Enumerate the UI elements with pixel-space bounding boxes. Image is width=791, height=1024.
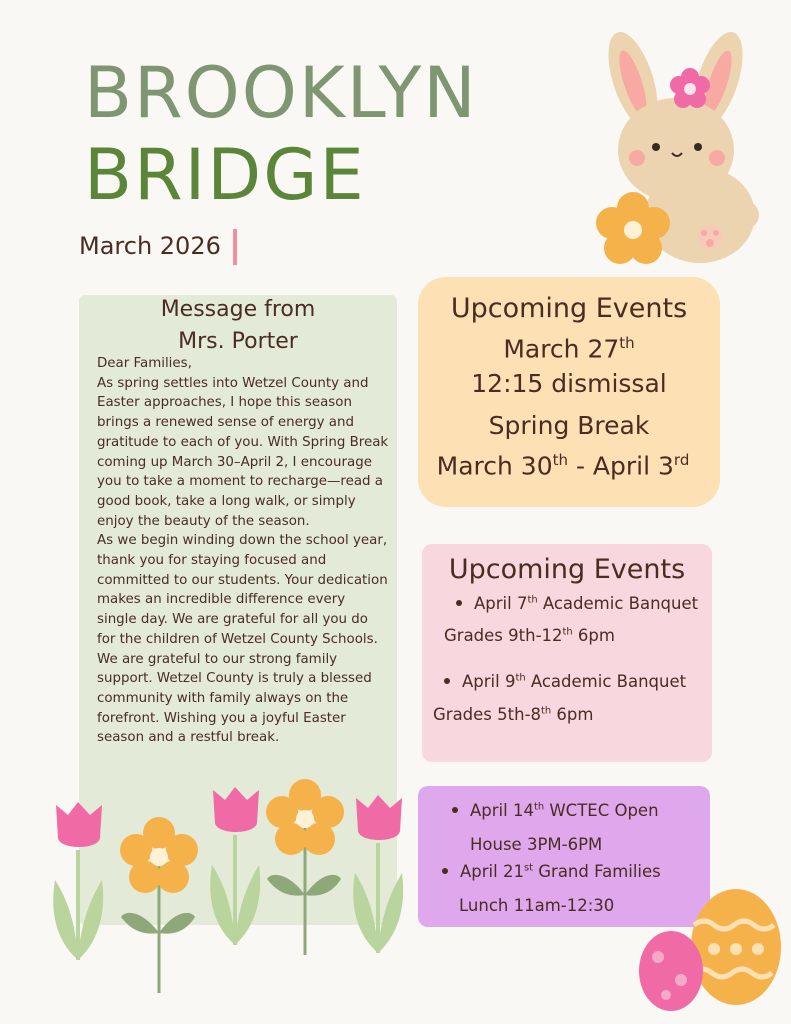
- flower-icon: [117, 815, 201, 995]
- tulip-icon: [205, 785, 265, 950]
- events-title: Upcoming Events: [448, 554, 686, 585]
- flower-icon: [263, 777, 347, 957]
- list-item: April 7th Academic Banquet: [456, 594, 698, 613]
- events-panel-spring-break: [424, 283, 714, 501]
- issue-date: March 2026: [79, 232, 221, 260]
- message-title: Message from Mrs. Porter: [160, 297, 316, 354]
- newsletter-title-line2: BRIDGE: [84, 134, 366, 216]
- list-item-detail: House 3PM-6PM: [470, 835, 603, 854]
- list-item-detail: Lunch 11am-12:30: [459, 896, 615, 915]
- event-date: March 27th: [503, 334, 635, 364]
- message-paragraph: Dear Families,: [97, 356, 192, 371]
- event-detail: 12:15 dismissal: [471, 369, 667, 398]
- list-item-detail: Grades 5th-8th 6pm: [433, 705, 594, 724]
- newsletter-title-line1: BROOKLYN: [84, 52, 478, 134]
- tulip-icon: [348, 793, 408, 958]
- bunny-icon: [590, 25, 765, 275]
- event-date-range: March 30th - April 3rd: [436, 451, 690, 481]
- list-item-detail: Grades 9th-12th 6pm: [444, 626, 615, 645]
- message-body: [97, 354, 389, 748]
- tulip-icon: [50, 800, 110, 965]
- message-paragraph: As spring settles into Wetzel County and Easter approaches, I hope this season brings a renewed sense of energy and gratitude to each of you. With Spring Break coming up March 30–April 2, I encourage you to take a moment to recharge—read a good book, take a long walk, or simply enjoy the beauty of the season.: [97, 375, 389, 529]
- message-paragraph: As we begin winding down the school year, thank you for staying focused and committed to our students. Your dedication makes an incredible difference every single day. We are grateful for all you do for the children of Wetzel County Schools. We are grateful to our strong family support. Wetzel County is truly a blessed community with family always on the forefront. Wishing you a joyful Easter season and a restful break.: [97, 533, 388, 746]
- list-item: April 9th Academic Banquet: [444, 672, 686, 691]
- easter-egg-icon: [636, 885, 786, 1015]
- event-name: Spring Break: [488, 411, 650, 440]
- events-title: Upcoming Events: [450, 293, 688, 324]
- list-item: April 14th WCTEC Open: [452, 801, 659, 820]
- events-panel-banquets: [422, 544, 712, 762]
- list-item: April 21st Grand Families: [442, 862, 661, 881]
- date-accent-bar: [233, 229, 237, 265]
